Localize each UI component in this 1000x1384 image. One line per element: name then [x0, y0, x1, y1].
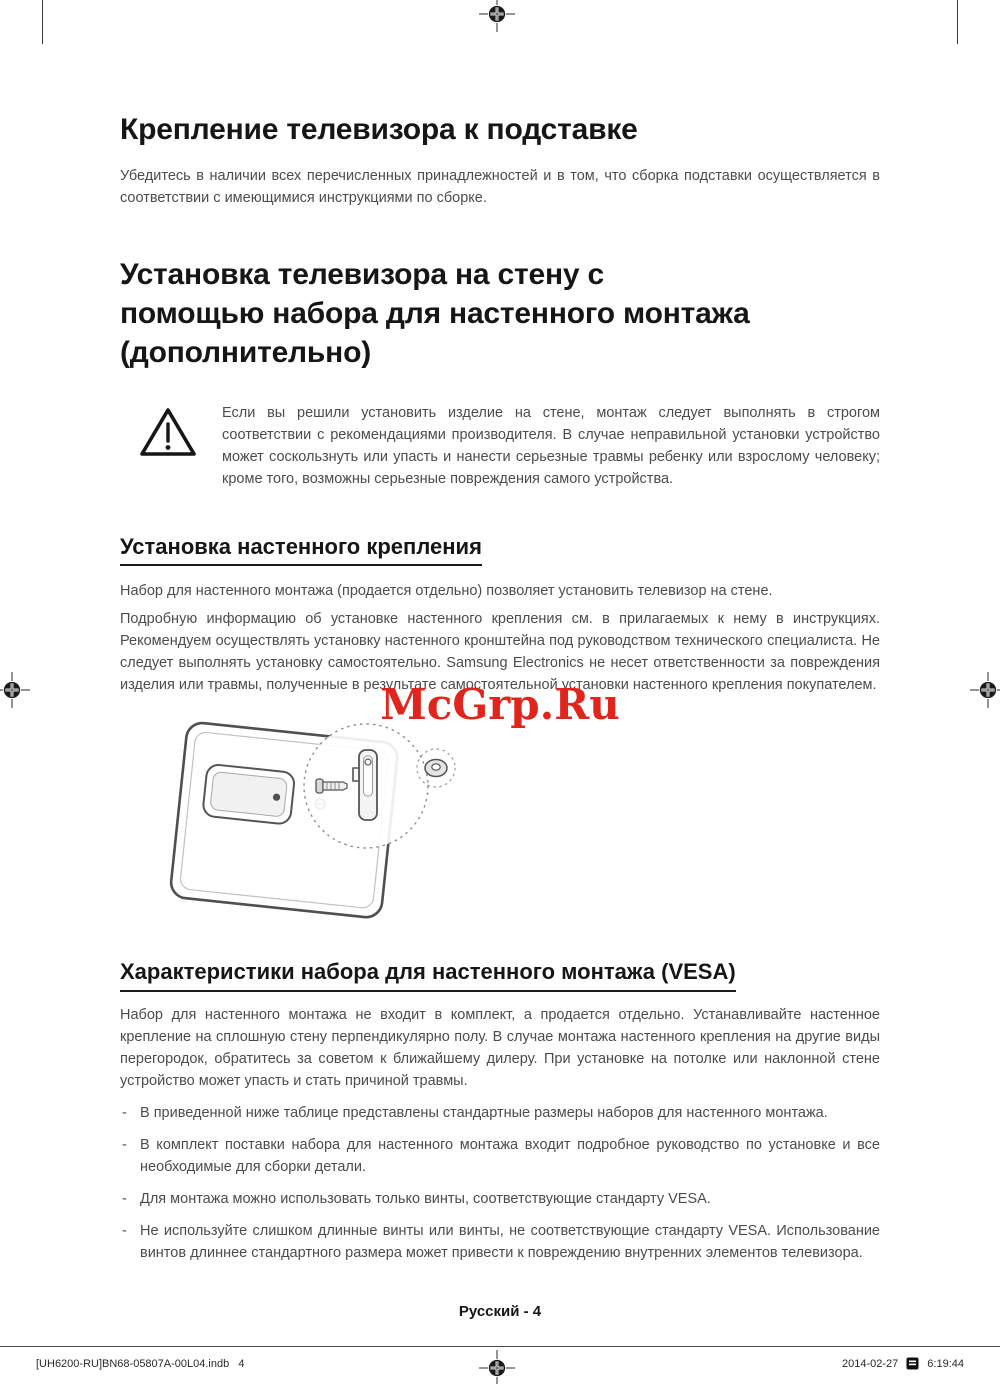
vesa-paragraph: Набор для настенного монтажа не входит в комплект, а продается отдельно. Устанавливайте настенное крепление на сплошную стену перпендикулярно полу. В случае монтажа настенного крепления на другие виды перегородок, обратитесь за советом к ближайшему дилеру. При установке на потолке или наклонной стене устройство может упасть и стать причиной травмы. — [120, 1006, 880, 1089]
bullet-marker: - — [122, 1190, 127, 1207]
warning-icon — [138, 405, 198, 459]
crop-mark-top-right — [957, 0, 958, 44]
warning-text: Если вы решили установить изделие на стене, монтаж следует выполнять в строгом соответствии с рекомендациями производителя. В случае неправильной установки устройство может соскользнуть или упасть и нанести серьезные травмы ребенку или взрослому человеку; кроме того, возможны серьезные повреждения самого устройства. — [222, 405, 880, 487]
print-time: 6:19:44 — [927, 1357, 964, 1370]
section-title-stand: Крепление телевизора к подставке — [120, 113, 638, 146]
section-heading-bracket-install: Установка настенного крепления — [120, 534, 482, 566]
registration-mark-left — [0, 672, 30, 708]
bullet-text: Для монтажа можно использовать только винты, соответствующие стандарту VESA. — [140, 1190, 711, 1207]
bullet-text: В приведенной ниже таблице представлены стандартные размеры наборов для настенного монтажа. — [140, 1104, 828, 1121]
watermark: McGrp.Ru — [380, 680, 620, 730]
vesa-notes-list — [120, 1102, 880, 1264]
page-content — [120, 0, 880, 1264]
bullet-text: Не используйте слишком длинные винты или винты, не соответствующие стандарту VESA. Использование винтов длиннее стандартного размера может привести к повреждению внутренних элементов телевизора. — [140, 1222, 880, 1261]
print-timestamp — [842, 1357, 964, 1370]
bracket-install-paragraph-1: Набор для настенного монтажа (продается отдельно) позволяет установить телевизор на стене. — [120, 583, 773, 600]
print-date: 2014-02-27 — [842, 1357, 899, 1370]
stand-intro-paragraph: Убедитесь в наличии всех перечисленных принадлежностей и в том, что сборка подставки осуществляется в соответствии с имеющимися инструкциями по сборке. — [120, 168, 880, 206]
bullet-marker: - — [122, 1104, 127, 1121]
list-item — [120, 1102, 880, 1124]
wall-mount-title-line-2: помощью набора для настенного монтажа — [120, 297, 750, 330]
list-item — [120, 1134, 880, 1178]
bullet-marker: - — [122, 1136, 127, 1153]
list-item — [120, 1188, 880, 1210]
doc-icon — [906, 1357, 919, 1370]
list-item — [120, 1220, 880, 1264]
warning-block — [120, 402, 880, 490]
warning-icon-box — [120, 402, 222, 490]
crop-mark-top-left — [42, 0, 43, 44]
print-file-name: [UH6200-RU]BN68-05807A-00L04.indb 4 — [36, 1357, 245, 1370]
section-title-wall-mount — [120, 255, 880, 372]
page-number-footer: Русский - 4 — [458, 1303, 542, 1320]
bullet-text: В комплект поставки набора для настенного монтажа входит подробное руководство по установке и все необходимые для сборки детали. — [140, 1136, 880, 1175]
wall-mount-title-line-1: Установка телевизора на стену с — [120, 258, 605, 291]
vesa-heading-wrap — [120, 959, 880, 991]
print-info-row — [36, 1357, 964, 1370]
registration-mark-right — [970, 672, 1000, 708]
bracket-install-paragraph-2: Подробную информацию об установке настенного крепления см. в прилагаемых к нему в инструкциях. Рекомендуем осуществлять установку настенного кронштейна под руководством технического специалиста. Не следует выполнять установку самостоятельно. Samsung Electronics не несет ответственности за повреждения изделия или травмы, полученные в результате самостоятельной установки настенного крепления покупателем. — [120, 611, 880, 694]
wall-mount-illustration — [168, 712, 880, 927]
section-heading-vesa: Характеристики набора для настенного монтажа (VESA) — [120, 959, 736, 991]
bullet-marker: - — [122, 1222, 127, 1239]
wall-mount-title-line-3: (дополнительно) — [120, 336, 371, 369]
bottom-crop-line — [0, 1346, 1000, 1347]
bracket-install-heading-wrap — [120, 534, 880, 566]
